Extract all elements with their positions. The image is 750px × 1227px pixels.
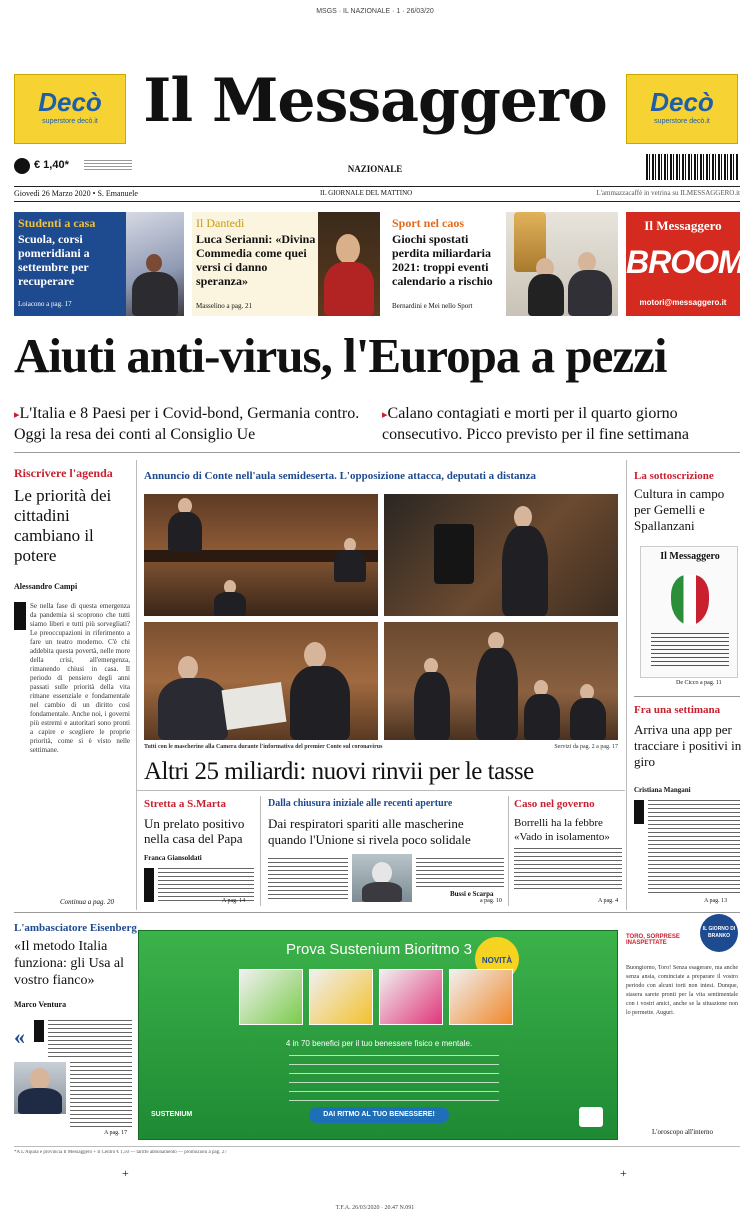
- bottom-row-rule: [137, 790, 625, 791]
- chamber-photo-1: [144, 494, 378, 616]
- right-top-headline[interactable]: Cultura in campo per Gemelli e Spallanzani: [634, 486, 725, 533]
- center-headline[interactable]: Altri 25 miliardi: nuovi rinvii per le tasse: [144, 758, 534, 785]
- deco-logo: Decò: [38, 87, 102, 117]
- bottom-row-2-author: Bussi e Scarpa: [450, 890, 494, 898]
- interview-body-bottom: [70, 1062, 132, 1128]
- product-box-3: [379, 969, 443, 1025]
- commercial-note[interactable]: L'ammazzacaffè in vetrina su ILMESSAGGERO.it: [596, 189, 740, 197]
- crop-mark-icon: +: [620, 1166, 627, 1180]
- lead-deck-left-text: L'Italia e 8 Paesi per i Covid-bond, Germania contro. Oggi la resa dei conti al Consiglio Ue: [14, 405, 360, 443]
- right-bottom-kicker: Fra una settimana: [634, 704, 721, 716]
- footer-legal: *A L'Aquila e provincia Il Messaggero + Il Centro € 1,50 — tariffe abbonamento — promozioni a pag. 27: [14, 1150, 227, 1155]
- arrow-icon: ▸: [382, 409, 388, 421]
- branko-badge: [700, 914, 738, 952]
- lead-deck-left: [14, 404, 374, 445]
- bottom-row-3-headline[interactable]: Borrelli ha la febbre «Vado in isolamento»: [514, 817, 610, 843]
- teaser-byline: Bernardini e Mei nello Sport: [392, 302, 473, 310]
- advert-brand: SUSTENIUM: [151, 1111, 193, 1118]
- deco-logo: Decò: [650, 87, 714, 117]
- bottom-row-1-body: [158, 868, 254, 902]
- branko-badge-text: IL GIORNO DI BRANKO: [702, 926, 736, 939]
- date-rule-top: [14, 186, 740, 187]
- camera-icon: [434, 524, 474, 584]
- editorial-headline[interactable]: Le priorità dei cittadini cambiano il potere: [14, 486, 112, 565]
- broom-brand-sub: motori@messaggero.it: [639, 298, 727, 307]
- teaser-kicker: Studenti a casa: [18, 216, 96, 230]
- price: € 1,40*: [34, 159, 69, 171]
- bottom-divider-1: [260, 796, 261, 906]
- chamber-photo-2: [384, 494, 618, 616]
- bottom-row-3-kicker: Caso nel governo: [514, 798, 595, 810]
- teaser-headline: Luca Serianni: «Divina Commedia come quei versi ci danno speranza»: [196, 232, 316, 288]
- bottom-row-2-body-left: [268, 858, 348, 902]
- bottom-row-2-headline[interactable]: Dai respiratori spariti alle mascherine quando l'Unione si rivela poco solidale: [268, 816, 471, 847]
- drop-cap: [34, 1020, 44, 1042]
- bottom-row-1-headline[interactable]: Un prelato positivo nella casa del Papa: [144, 816, 245, 846]
- teaser-byline: Loiacono a pag. 17: [18, 300, 72, 308]
- broom-brand-main: BROOM: [626, 244, 744, 280]
- date-line: Giovedì 26 Marzo 2020 • S. Emanuele: [14, 189, 138, 198]
- drop-cap: [14, 602, 26, 630]
- interview-body-top: [48, 1020, 132, 1060]
- chamber-photo-4: [384, 622, 618, 740]
- editorial-kicker: Riscrivere l'agenda: [14, 466, 113, 480]
- col-divider-left: [136, 460, 137, 910]
- lead-deck-right-text: Calano contagiati e morti per il quarto giorno consecutivo. Picco previsto per il fine settimana: [382, 405, 690, 443]
- product-box-4: [449, 969, 513, 1025]
- price-block: [14, 156, 134, 178]
- right-bottom-ref: A pag. 13: [704, 898, 728, 904]
- advert-headline: Prova Sustenium Bioritmo 3: [286, 941, 472, 958]
- teaser-students[interactable]: [14, 212, 184, 316]
- bottom-row-1-ref: A pag. 14: [222, 898, 246, 904]
- flag-heart-icon: [671, 575, 709, 625]
- lead-deck-right: [382, 404, 740, 445]
- right-bottom-headline[interactable]: Arriva una app per tracciare i positivi in giro: [634, 722, 742, 769]
- bottom-row-3-body: [514, 848, 622, 892]
- date-rule-bottom: [14, 201, 740, 202]
- subscription-details: [651, 633, 729, 667]
- dante-portrait: [318, 212, 380, 316]
- deco-sub: superstore decò.it: [42, 118, 98, 125]
- bottom-row-2-body-right: [416, 858, 504, 888]
- interview-headline[interactable]: «Il metodo Italia funziona: gli Usa al vostro fianco»: [14, 939, 125, 988]
- top-line: MSGS · IL NAZIONALE · 1 · 26/03/20: [316, 8, 434, 15]
- right-mid-rule: [634, 696, 740, 697]
- right-top-kicker: La sottoscrizione: [634, 470, 714, 482]
- advert-benefits: 4 in 70 benefici per il tuo benessere fisico e mentale.: [285, 1039, 473, 1048]
- menarini-logo-icon: [579, 1107, 603, 1127]
- advert-benefit-list: [289, 1055, 499, 1101]
- lead-rule: [14, 452, 740, 453]
- teaser-headline: Giochi spostati perdita miliardaria 2021: troppi eventi calendario a rischio: [392, 232, 493, 288]
- subscription-note: De Cicco a pag. 11: [676, 680, 722, 686]
- bottom-row-2-kicker: Dalla chiusura iniziale alle recenti aperture: [268, 798, 453, 809]
- horoscope-footer[interactable]: L'oroscopo all'interno: [652, 1128, 714, 1136]
- subscription-box[interactable]: [640, 546, 738, 678]
- messaggero-emblem-icon: [14, 158, 30, 174]
- arrow-icon: ▸: [14, 409, 20, 421]
- photo-caption-ref: Servizi da pag. 2 a pag. 17: [554, 744, 618, 750]
- ambassador-photo: [14, 1062, 66, 1114]
- photo-caption: [144, 744, 618, 750]
- bottom-row-3-ref: A pag. 4: [598, 898, 619, 904]
- deco-ad-left[interactable]: [14, 74, 126, 144]
- teaser-headline: Scuola, corsi pomeridiani a settembre per recuperare: [18, 232, 90, 288]
- teaser-dantedi[interactable]: [192, 212, 380, 316]
- horoscope-body: Buongiorno, Toro! Senza esagerare, ma anche senza ansia, cominciate a preparare il vostro periodo con alcuni torti non intesi. Dunque, stasera sarete pronti per la vita sentimentale con i vostri amici, anche se la situazione non lo permette. Auguri.: [626, 965, 738, 1016]
- teaser-kicker: Il Dantedì: [196, 216, 245, 230]
- chamber-photo-3: [144, 622, 378, 740]
- bottom-row-2-ref: a pag. 10: [480, 898, 502, 904]
- quote-mark-icon: «: [14, 1024, 25, 1049]
- deco-ad-right[interactable]: [626, 74, 738, 144]
- document-icon: [222, 682, 287, 730]
- col-divider-right: [626, 460, 627, 910]
- editorial-author: Alessandro Campi: [14, 582, 78, 591]
- footer-barcode-text: T.F.A. 26/03/2020 · 20.47 N.091: [335, 1205, 415, 1211]
- horoscope-kicker: TORO, SORPRESE INASPETTATE: [626, 934, 680, 946]
- broom-promo[interactable]: [626, 212, 744, 316]
- right-bottom-body: [648, 800, 740, 896]
- teaser-kicker: Sport nel caos: [392, 216, 464, 230]
- product-box-2: [309, 969, 373, 1025]
- teaser-sport[interactable]: [388, 212, 618, 316]
- bottom-row-1-author: Franca Giansoldati: [144, 854, 202, 862]
- edition-label: NAZIONALE: [347, 164, 403, 174]
- subscription-box-title: Il Messaggero: [660, 551, 720, 562]
- advert-badge-text: NOVITÀ: [481, 956, 513, 965]
- interview-author: Marco Ventura: [14, 1000, 67, 1009]
- tagline: IL GIORNALE DEL MATTINO: [320, 189, 413, 197]
- interview-ref: A pag. 17: [104, 1130, 128, 1136]
- crop-mark-icon: +: [122, 1166, 129, 1180]
- bottom-divider-2: [508, 796, 509, 906]
- product-box-1: [239, 969, 303, 1025]
- fine-print: [84, 160, 132, 170]
- footer-rule: [14, 1146, 740, 1147]
- student-photo: [126, 212, 184, 316]
- right-bottom-author: Cristiana Mangani: [634, 786, 691, 794]
- masthead-title[interactable]: Il Messaggero: [143, 66, 607, 136]
- mask-photo: [352, 854, 412, 902]
- bottom-row-1-kicker: Stretta a S.Marta: [144, 798, 226, 810]
- lower-section-rule: [14, 912, 740, 913]
- advert-slogan[interactable]: DAI RITMO AL TUO BENESSERE!: [309, 1107, 449, 1123]
- photo-caption-text: Tutti con le mascherine alla Camera durante l'informativa del premier Conte sul coronavirus: [144, 744, 383, 750]
- editorial-continued[interactable]: Continua a pag. 20: [60, 898, 115, 906]
- sustenium-advert[interactable]: [138, 930, 618, 1140]
- drop-cap: [144, 868, 154, 902]
- teaser-byline: Masselino a pag. 21: [196, 302, 252, 310]
- broom-brand-top: Il Messaggero: [644, 218, 722, 233]
- drop-cap: [634, 800, 644, 824]
- lead-headline[interactable]: Aiuti anti-virus, l'Europa a pezzi: [14, 328, 667, 383]
- olympic-torch-photo: [506, 212, 618, 316]
- deco-sub: superstore decò.it: [654, 118, 710, 125]
- editorial-body: Se nella fase di questa emergenza da pandemia si scoprono che tutti siamo liberi e tutti più sorvegliati? Le preoccupazioni in riferimento a fare un teatro moderno. C'è chi addebita questa povertà, nelle more della crisi, all'emergenza, rimanendo chiusi in casa. Il periodo di pensiero degli anni passati sulle priorità della vita rimane essenziale e fondamentale nel cambio di un diritto così fondamentale. Anche noi, i governi più estremi e autoritari sono pronti a capire e scegliere le proprie priorità, come si è visto nelle settimane.: [30, 602, 130, 754]
- center-strap: Annuncio di Conte nell'aula semideserta. L'opposizione attacca, deputati a distanza: [144, 470, 537, 482]
- interview-kicker: L'ambasciatore Eisenberg: [14, 922, 137, 934]
- barcode: [646, 154, 738, 180]
